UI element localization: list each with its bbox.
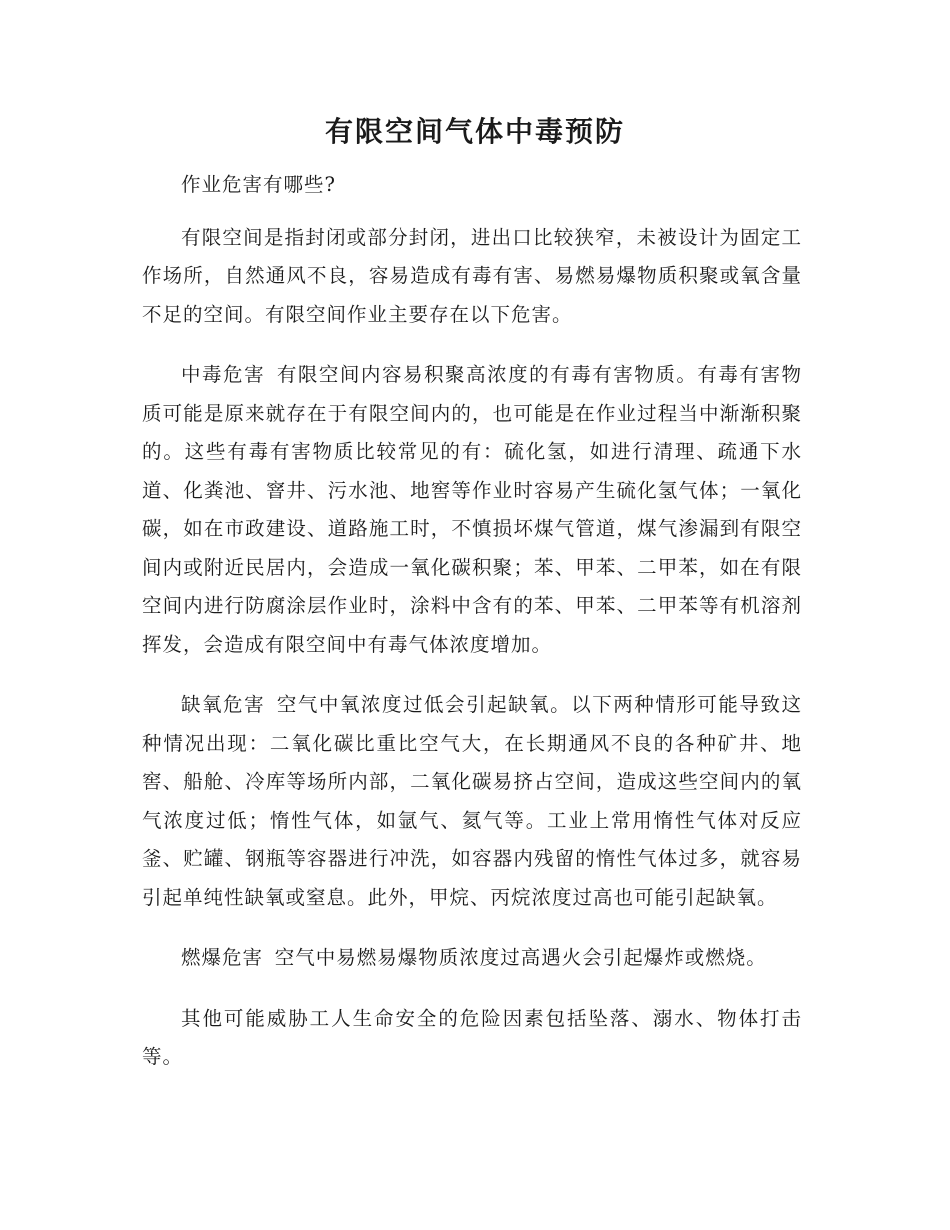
section-heading: 缺氧危害: [181, 693, 266, 716]
section-text: 空气中氧浓度过低会引起缺氧。以下两种情形可能导致这种情况出现：二氧化碳比重比空气大，在长期通风不良的各种矿井、地窖、船舱、冷库等场所内部，二氧化碳易挤占空间，造成这些空间内的氧气浓度过低；惰性气体，如氩气、氦气等。工业上常用惰性气体对反应釜、贮罐、钢瓶等容器进行冲洗，如容器内残留的惰性气体过多，就容易引起单纯性缺氧或窒息。此外，甲烷、丙烷浓度过高也可能引起缺氧。: [142, 693, 802, 909]
section-text: 空气中易燃易爆物质浓度过高遇火会引起爆炸或燃烧。: [274, 946, 767, 969]
oxygen-deficiency-hazard-paragraph: [142, 686, 802, 917]
closing-paragraph: 其他可能威胁工人生命安全的危险因素包括坠落、溺水、物体打击等。: [142, 1006, 802, 1068]
page-title: 有限空间气体中毒预防: [324, 115, 625, 148]
explosion-hazard-paragraph: [142, 939, 802, 978]
poisoning-hazard-paragraph: [142, 356, 802, 664]
section-text: 有限空间内容易积聚高浓度的有毒有害物质。有毒有害物质可能是原来就存在于有限空间内的，也可能是在作业过程当中渐渐积聚的。这些有毒有害物质比较常见的有：硫化氢，如进行清理、疏通下水道、化粪池、窨井、污水池、地窖等作业时容易产生硫化氢气体；一氧化碳，如在市政建设、道路施工时，不慎损坏煤气管道，煤气渗漏到有限空间内或附近民居内，会造成一氧化碳积聚；苯、甲苯、二甲苯，如在有限空间内进行防腐涂层作业时，涂料中含有的苯、甲苯、二甲苯等有机溶剂挥发，会造成有限空间中有毒气体浓度增加。: [142, 363, 802, 656]
question-paragraph: 作业危害有哪些?: [181, 173, 336, 196]
section-heading: 中毒危害: [181, 363, 266, 386]
document-body: [142, 166, 802, 1099]
section-heading: 燃爆危害: [181, 946, 264, 969]
intro-paragraph: 有限空间是指封闭或部分封闭，进出口比较狭窄，未被设计为固定工作场所，自然通风不良，容易造成有毒有害、易燃易爆物质积聚或氧含量不足的空间。有限空间作业主要存在以下危害。: [142, 225, 802, 326]
